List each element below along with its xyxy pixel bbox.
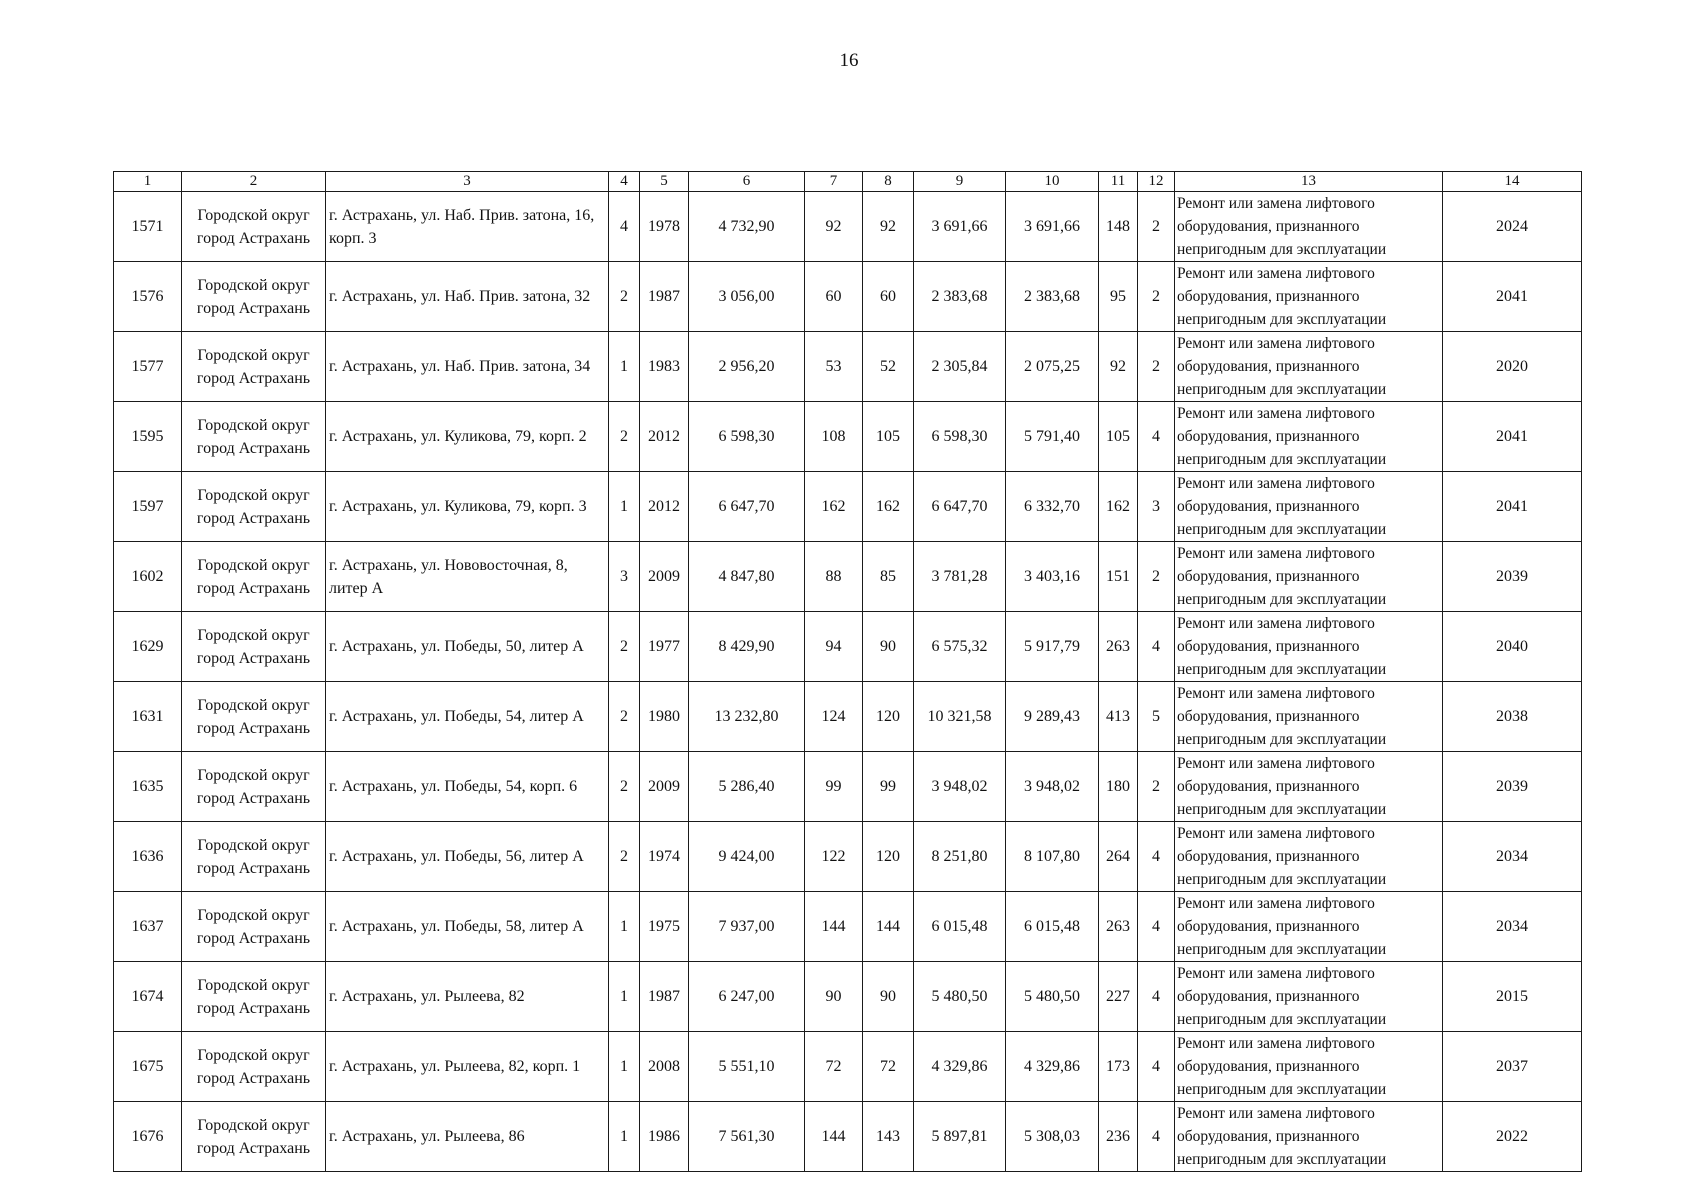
municipality-cell: Городской округ город Астрахань [182,332,326,402]
table-row [114,962,1582,1032]
col-11-cell: 263 [1099,892,1138,962]
col-10-cell: 3 403,16 [1006,542,1099,612]
row-number-cell: 1636 [114,822,182,892]
work-type-cell: Ремонт или замена лифтового оборудования, признанного непригодным для эксплуатации [1175,192,1443,262]
table-row [114,192,1582,262]
table-row [114,892,1582,962]
col-6-cell: 2 956,20 [689,332,805,402]
col-8-cell: 120 [863,822,914,892]
planned-year-cell: 2041 [1443,262,1582,332]
col-7-cell: 124 [805,682,863,752]
col-7-cell: 144 [805,892,863,962]
address-cell: г. Астрахань, ул. Победы, 50, литер А [326,612,609,682]
col-10-cell: 6 015,48 [1006,892,1099,962]
column-header-12: 12 [1138,172,1175,192]
year-cell: 1974 [640,822,689,892]
col-4-cell: 1 [609,472,640,542]
col-8-cell: 60 [863,262,914,332]
year-cell: 1983 [640,332,689,402]
column-header-5: 5 [640,172,689,192]
col-11-cell: 227 [1099,962,1138,1032]
col-12-cell: 2 [1138,752,1175,822]
row-number-cell: 1674 [114,962,182,1032]
col-9-cell: 3 948,02 [914,752,1006,822]
col-9-cell: 5 897,81 [914,1102,1006,1172]
col-7-cell: 60 [805,262,863,332]
municipality-cell: Городской округ город Астрахань [182,402,326,472]
col-11-cell: 105 [1099,402,1138,472]
col-9-cell: 6 647,70 [914,472,1006,542]
col-9-cell: 4 329,86 [914,1032,1006,1102]
col-12-cell: 4 [1138,822,1175,892]
year-cell: 1975 [640,892,689,962]
planned-year-cell: 2034 [1443,892,1582,962]
work-type-cell: Ремонт или замена лифтового оборудования, признанного непригодным для эксплуатации [1175,1032,1443,1102]
col-10-cell: 2 075,25 [1006,332,1099,402]
col-11-cell: 173 [1099,1032,1138,1102]
work-type-cell: Ремонт или замена лифтового оборудования, признанного непригодным для эксплуатации [1175,962,1443,1032]
col-4-cell: 1 [609,1032,640,1102]
col-11-cell: 236 [1099,1102,1138,1172]
planned-year-cell: 2041 [1443,472,1582,542]
year-cell: 2009 [640,542,689,612]
col-9-cell: 5 480,50 [914,962,1006,1032]
table-row [114,542,1582,612]
work-type-cell: Ремонт или замена лифтового оборудования, признанного непригодным для эксплуатации [1175,892,1443,962]
year-cell: 1980 [640,682,689,752]
municipality-cell: Городской округ город Астрахань [182,822,326,892]
table-row [114,752,1582,822]
column-header-4: 4 [609,172,640,192]
col-7-cell: 88 [805,542,863,612]
col-12-cell: 2 [1138,192,1175,262]
planned-year-cell: 2038 [1443,682,1582,752]
planned-year-cell: 2037 [1443,1032,1582,1102]
col-7-cell: 90 [805,962,863,1032]
planned-year-cell: 2024 [1443,192,1582,262]
row-number-cell: 1571 [114,192,182,262]
col-10-cell: 4 329,86 [1006,1032,1099,1102]
address-cell: г. Астрахань, ул. Рылеева, 82, корп. 1 [326,1032,609,1102]
col-11-cell: 263 [1099,612,1138,682]
header-row [114,172,1582,192]
col-11-cell: 413 [1099,682,1138,752]
column-header-8: 8 [863,172,914,192]
work-type-cell: Ремонт или замена лифтового оборудования, признанного непригодным для эксплуатации [1175,332,1443,402]
col-7-cell: 92 [805,192,863,262]
col-4-cell: 1 [609,962,640,1032]
planned-year-cell: 2040 [1443,612,1582,682]
year-cell: 1978 [640,192,689,262]
address-cell: г. Астрахань, ул. Рылеева, 82 [326,962,609,1032]
col-4-cell: 4 [609,192,640,262]
col-8-cell: 105 [863,402,914,472]
col-4-cell: 3 [609,542,640,612]
col-7-cell: 72 [805,1032,863,1102]
municipality-cell: Городской округ город Астрахань [182,262,326,332]
col-6-cell: 7 937,00 [689,892,805,962]
municipality-cell: Городской округ город Астрахань [182,962,326,1032]
col-6-cell: 7 561,30 [689,1102,805,1172]
municipality-cell: Городской округ город Астрахань [182,472,326,542]
col-11-cell: 92 [1099,332,1138,402]
municipality-cell: Городской округ город Астрахань [182,542,326,612]
planned-year-cell: 2041 [1443,402,1582,472]
municipality-cell: Городской округ город Астрахань [182,682,326,752]
row-number-cell: 1637 [114,892,182,962]
col-12-cell: 4 [1138,402,1175,472]
col-10-cell: 8 107,80 [1006,822,1099,892]
col-4-cell: 1 [609,892,640,962]
col-11-cell: 264 [1099,822,1138,892]
column-header-11: 11 [1099,172,1138,192]
col-9-cell: 8 251,80 [914,822,1006,892]
planned-year-cell: 2034 [1443,822,1582,892]
col-4-cell: 1 [609,1102,640,1172]
column-header-14: 14 [1443,172,1582,192]
planned-year-cell: 2020 [1443,332,1582,402]
municipality-cell: Городской округ город Астрахань [182,1032,326,1102]
col-4-cell: 2 [609,262,640,332]
table-row [114,612,1582,682]
table-body [114,192,1582,1172]
col-8-cell: 92 [863,192,914,262]
address-cell: г. Астрахань, ул. Наб. Прив. затона, 32 [326,262,609,332]
address-cell: г. Астрахань, ул. Наб. Прив. затона, 34 [326,332,609,402]
work-type-cell: Ремонт или замена лифтового оборудования, признанного непригодным для эксплуатации [1175,752,1443,822]
col-12-cell: 2 [1138,542,1175,612]
work-type-cell: Ремонт или замена лифтового оборудования, признанного непригодным для эксплуатации [1175,822,1443,892]
table-row [114,1102,1582,1172]
planned-year-cell: 2039 [1443,542,1582,612]
row-number-cell: 1576 [114,262,182,332]
year-cell: 2009 [640,752,689,822]
col-10-cell: 3 948,02 [1006,752,1099,822]
col-9-cell: 3 691,66 [914,192,1006,262]
address-cell: г. Астрахань, ул. Победы, 58, литер А [326,892,609,962]
col-7-cell: 108 [805,402,863,472]
table-row [114,682,1582,752]
row-number-cell: 1635 [114,752,182,822]
address-cell: г. Астрахань, ул. Куликова, 79, корп. 2 [326,402,609,472]
col-12-cell: 4 [1138,1032,1175,1102]
year-cell: 1987 [640,962,689,1032]
municipality-cell: Городской округ город Астрахань [182,1102,326,1172]
column-header-9: 9 [914,172,1006,192]
col-7-cell: 99 [805,752,863,822]
col-8-cell: 99 [863,752,914,822]
address-cell: г. Астрахань, ул. Победы, 54, корп. 6 [326,752,609,822]
col-8-cell: 120 [863,682,914,752]
col-6-cell: 4 847,80 [689,542,805,612]
row-number-cell: 1629 [114,612,182,682]
col-6-cell: 8 429,90 [689,612,805,682]
col-9-cell: 6 575,32 [914,612,1006,682]
address-cell: г. Астрахань, ул. Наб. Прив. затона, 16, корп. 3 [326,192,609,262]
col-10-cell: 9 289,43 [1006,682,1099,752]
col-6-cell: 3 056,00 [689,262,805,332]
municipality-cell: Городской округ город Астрахань [182,752,326,822]
col-4-cell: 2 [609,752,640,822]
col-8-cell: 72 [863,1032,914,1102]
year-cell: 2012 [640,402,689,472]
col-8-cell: 90 [863,962,914,1032]
col-6-cell: 5 286,40 [689,752,805,822]
col-12-cell: 3 [1138,472,1175,542]
col-7-cell: 94 [805,612,863,682]
address-cell: г. Астрахань, ул. Нововосточная, 8, литер А [326,542,609,612]
col-12-cell: 4 [1138,1102,1175,1172]
municipality-cell: Городской округ город Астрахань [182,192,326,262]
col-6-cell: 6 647,70 [689,472,805,542]
table-row [114,332,1582,402]
work-type-cell: Ремонт или замена лифтового оборудования, признанного непригодным для эксплуатации [1175,262,1443,332]
column-header-7: 7 [805,172,863,192]
col-11-cell: 180 [1099,752,1138,822]
column-header-10: 10 [1006,172,1099,192]
planned-year-cell: 2039 [1443,752,1582,822]
row-number-cell: 1676 [114,1102,182,1172]
col-12-cell: 4 [1138,892,1175,962]
work-type-cell: Ремонт или замена лифтового оборудования, признанного непригодным для эксплуатации [1175,682,1443,752]
work-type-cell: Ремонт или замена лифтового оборудования, признанного непригодным для эксплуатации [1175,1102,1443,1172]
col-4-cell: 2 [609,682,640,752]
row-number-cell: 1597 [114,472,182,542]
col-9-cell: 6 598,30 [914,402,1006,472]
row-number-cell: 1577 [114,332,182,402]
col-7-cell: 144 [805,1102,863,1172]
column-header-6: 6 [689,172,805,192]
column-header-2: 2 [182,172,326,192]
municipality-cell: Городской округ город Астрахань [182,612,326,682]
col-9-cell: 6 015,48 [914,892,1006,962]
col-6-cell: 6 598,30 [689,402,805,472]
col-11-cell: 95 [1099,262,1138,332]
address-cell: г. Астрахань, ул. Куликова, 79, корп. 3 [326,472,609,542]
col-8-cell: 143 [863,1102,914,1172]
col-7-cell: 162 [805,472,863,542]
table-row [114,402,1582,472]
table-row [114,262,1582,332]
col-10-cell: 2 383,68 [1006,262,1099,332]
col-10-cell: 5 308,03 [1006,1102,1099,1172]
year-cell: 1987 [640,262,689,332]
address-cell: г. Астрахань, ул. Рылеева, 86 [326,1102,609,1172]
work-type-cell: Ремонт или замена лифтового оборудования, признанного непригодным для эксплуатации [1175,612,1443,682]
row-number-cell: 1675 [114,1032,182,1102]
col-4-cell: 2 [609,822,640,892]
address-cell: г. Астрахань, ул. Победы, 54, литер А [326,682,609,752]
col-6-cell: 4 732,90 [689,192,805,262]
address-cell: г. Астрахань, ул. Победы, 56, литер А [326,822,609,892]
row-number-cell: 1595 [114,402,182,472]
year-cell: 2012 [640,472,689,542]
col-10-cell: 5 917,79 [1006,612,1099,682]
column-header-3: 3 [326,172,609,192]
col-4-cell: 2 [609,402,640,472]
col-8-cell: 162 [863,472,914,542]
col-10-cell: 3 691,66 [1006,192,1099,262]
work-type-cell: Ремонт или замена лифтового оборудования, признанного непригодным для эксплуатации [1175,472,1443,542]
year-cell: 1977 [640,612,689,682]
col-9-cell: 2 305,84 [914,332,1006,402]
year-cell: 2008 [640,1032,689,1102]
column-header-13: 13 [1175,172,1443,192]
col-12-cell: 4 [1138,962,1175,1032]
col-7-cell: 122 [805,822,863,892]
page-number: 16 [839,50,859,71]
col-9-cell: 10 321,58 [914,682,1006,752]
table-header [114,172,1582,192]
year-cell: 1986 [640,1102,689,1172]
col-8-cell: 52 [863,332,914,402]
col-12-cell: 5 [1138,682,1175,752]
col-4-cell: 2 [609,612,640,682]
col-11-cell: 162 [1099,472,1138,542]
col-8-cell: 90 [863,612,914,682]
col-12-cell: 2 [1138,332,1175,402]
col-10-cell: 5 480,50 [1006,962,1099,1032]
col-6-cell: 5 551,10 [689,1032,805,1102]
col-9-cell: 3 781,28 [914,542,1006,612]
col-9-cell: 2 383,68 [914,262,1006,332]
table-row [114,472,1582,542]
col-6-cell: 13 232,80 [689,682,805,752]
planned-year-cell: 2022 [1443,1102,1582,1172]
column-header-1: 1 [114,172,182,192]
row-number-cell: 1602 [114,542,182,612]
col-10-cell: 6 332,70 [1006,472,1099,542]
municipality-cell: Городской округ город Астрахань [182,892,326,962]
table-row [114,822,1582,892]
row-number-cell: 1631 [114,682,182,752]
col-6-cell: 9 424,00 [689,822,805,892]
col-8-cell: 85 [863,542,914,612]
col-7-cell: 53 [805,332,863,402]
col-12-cell: 2 [1138,262,1175,332]
repair-schedule-table [113,171,1582,1172]
col-11-cell: 151 [1099,542,1138,612]
col-8-cell: 144 [863,892,914,962]
col-12-cell: 4 [1138,612,1175,682]
col-10-cell: 5 791,40 [1006,402,1099,472]
planned-year-cell: 2015 [1443,962,1582,1032]
work-type-cell: Ремонт или замена лифтового оборудования, признанного непригодным для эксплуатации [1175,542,1443,612]
work-type-cell: Ремонт или замена лифтового оборудования, признанного непригодным для эксплуатации [1175,402,1443,472]
col-4-cell: 1 [609,332,640,402]
col-6-cell: 6 247,00 [689,962,805,1032]
col-11-cell: 148 [1099,192,1138,262]
table-row [114,1032,1582,1102]
